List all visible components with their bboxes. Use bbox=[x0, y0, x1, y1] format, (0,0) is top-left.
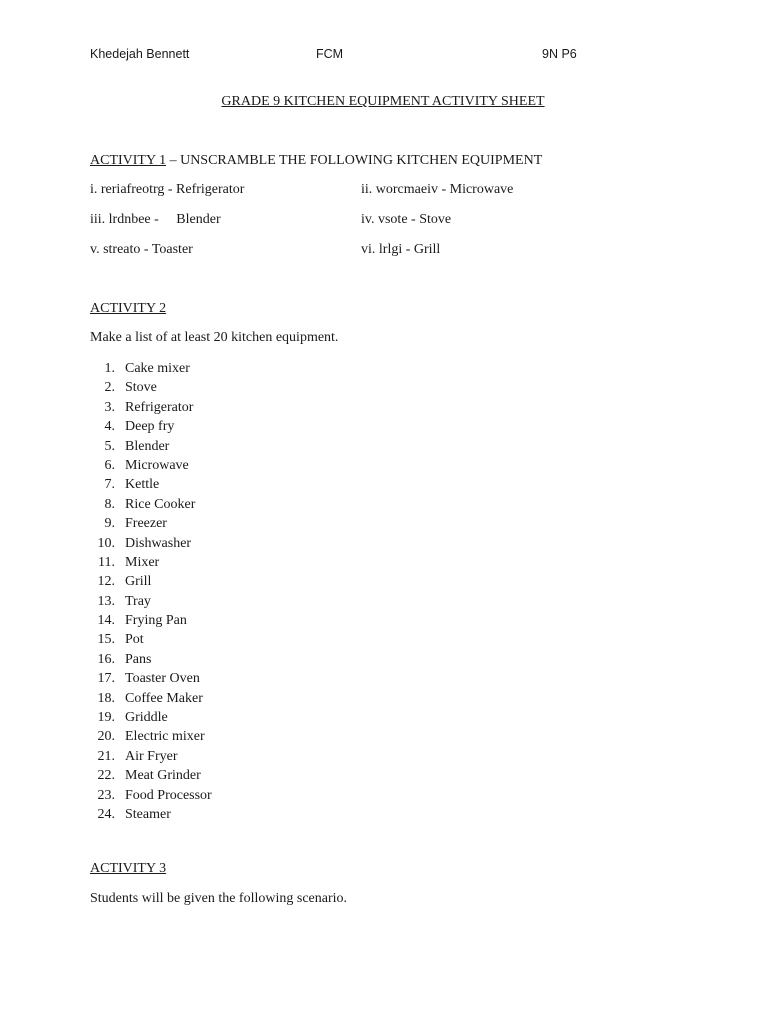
list-number: 11. bbox=[98, 554, 115, 570]
list-item bbox=[90, 708, 212, 727]
list-number: 8. bbox=[104, 496, 115, 512]
list-text: Stove bbox=[125, 380, 157, 396]
list-item bbox=[90, 766, 212, 785]
list-text: Air Fryer bbox=[125, 748, 178, 764]
list-text: Cake mixer bbox=[125, 361, 190, 376]
list-number: 15. bbox=[97, 632, 115, 648]
list-item bbox=[90, 514, 212, 533]
list-number: 4. bbox=[104, 419, 115, 435]
equipment-list bbox=[90, 359, 212, 824]
activity1-label: ACTIVITY 1 bbox=[90, 153, 167, 168]
list-item bbox=[90, 456, 212, 475]
document-title bbox=[0, 94, 768, 110]
activity2-instruction: Make a list of at least 20 kitchen equipment. bbox=[90, 330, 339, 345]
subject-label: FCM bbox=[316, 47, 344, 61]
list-item bbox=[90, 650, 212, 669]
document-title-text: GRADE 9 KITCHEN EQUIPMENT ACTIVITY SHEET bbox=[221, 94, 545, 109]
list-text: Steamer bbox=[125, 806, 171, 822]
list-number: 16. bbox=[97, 651, 115, 667]
list-text: Electric mixer bbox=[125, 729, 205, 745]
list-number: 22. bbox=[97, 768, 115, 784]
list-text: Blender bbox=[125, 438, 170, 454]
unscramble-item-5: v. streato - Toaster bbox=[90, 242, 193, 257]
list-number: 19. bbox=[97, 710, 115, 726]
activity1-heading bbox=[90, 153, 542, 169]
list-item bbox=[90, 495, 212, 514]
list-text: Microwave bbox=[125, 457, 189, 473]
unscramble-item-6: vi. lrlgi - Grill bbox=[361, 242, 441, 257]
list-item bbox=[90, 417, 212, 436]
list-item bbox=[90, 747, 212, 766]
list-item bbox=[90, 475, 212, 494]
list-item bbox=[90, 611, 212, 630]
activity1-instruction: – UNSCRAMBLE THE FOLLOWING KITCHEN EQUIPMENT bbox=[166, 153, 543, 168]
list-number: 14. bbox=[97, 613, 115, 629]
list-item bbox=[90, 786, 212, 805]
list-text: Freezer bbox=[125, 516, 167, 532]
list-text: Grill bbox=[125, 574, 152, 590]
list-item bbox=[90, 359, 212, 378]
list-text: Toaster Oven bbox=[125, 671, 200, 687]
list-text: Kettle bbox=[125, 477, 160, 493]
list-text: Refrigerator bbox=[125, 399, 194, 415]
list-number: 24. bbox=[97, 806, 115, 822]
list-number: 3. bbox=[104, 399, 115, 415]
list-text: Dishwasher bbox=[125, 535, 192, 551]
list-item bbox=[90, 378, 212, 397]
list-text: Coffee Maker bbox=[125, 690, 203, 706]
list-item bbox=[90, 630, 212, 649]
list-item bbox=[90, 689, 212, 708]
activity2-heading: ACTIVITY 2 bbox=[90, 301, 167, 316]
class-label: 9N P6 bbox=[542, 47, 577, 61]
activity3-heading: ACTIVITY 3 bbox=[90, 861, 167, 876]
list-text: Pot bbox=[125, 632, 144, 648]
list-number: 2. bbox=[104, 380, 115, 396]
list-text: Tray bbox=[125, 593, 151, 609]
list-item bbox=[90, 727, 212, 746]
list-text: Frying Pan bbox=[125, 613, 187, 629]
list-text: Rice Cooker bbox=[125, 496, 196, 512]
list-number: 20. bbox=[97, 729, 115, 745]
list-number: 21. bbox=[97, 748, 115, 764]
list-text: Mixer bbox=[125, 554, 160, 570]
list-number: 10. bbox=[97, 535, 115, 551]
list-item bbox=[90, 669, 212, 688]
unscramble-item-2: ii. worcmaeiv - Microwave bbox=[361, 182, 514, 197]
list-item bbox=[90, 534, 212, 553]
list-item bbox=[90, 592, 212, 611]
list-text: Deep fry bbox=[125, 419, 175, 435]
unscramble-item-3: iii. lrdnbee - Blender bbox=[90, 212, 221, 227]
activity3-text: Students will be given the following scenario. bbox=[90, 891, 348, 906]
unscramble-item-4: iv. vsote - Stove bbox=[361, 212, 452, 227]
list-number: 13. bbox=[97, 593, 115, 609]
unscramble-item-1: i. reriafreotrg - Refrigerator bbox=[90, 182, 245, 197]
list-item bbox=[90, 398, 212, 417]
list-text: Meat Grinder bbox=[125, 768, 201, 784]
list-number: 9. bbox=[104, 516, 115, 532]
list-text: Pans bbox=[125, 651, 152, 667]
list-item bbox=[90, 553, 212, 572]
list-item bbox=[90, 437, 212, 456]
list-number: 1. bbox=[104, 361, 115, 376]
list-text: Food Processor bbox=[125, 787, 212, 803]
list-number: 7. bbox=[104, 477, 115, 493]
list-number: 6. bbox=[104, 457, 115, 473]
list-text: Griddle bbox=[125, 710, 168, 726]
list-item bbox=[90, 805, 212, 824]
list-number: 23. bbox=[97, 787, 115, 803]
list-number: 12. bbox=[97, 574, 115, 590]
list-number: 17. bbox=[97, 671, 115, 687]
list-number: 18. bbox=[97, 690, 115, 706]
list-item bbox=[90, 572, 212, 591]
student-name: Khedejah Bennett bbox=[90, 47, 190, 61]
list-number: 5. bbox=[104, 438, 115, 454]
page-header bbox=[0, 47, 768, 65]
